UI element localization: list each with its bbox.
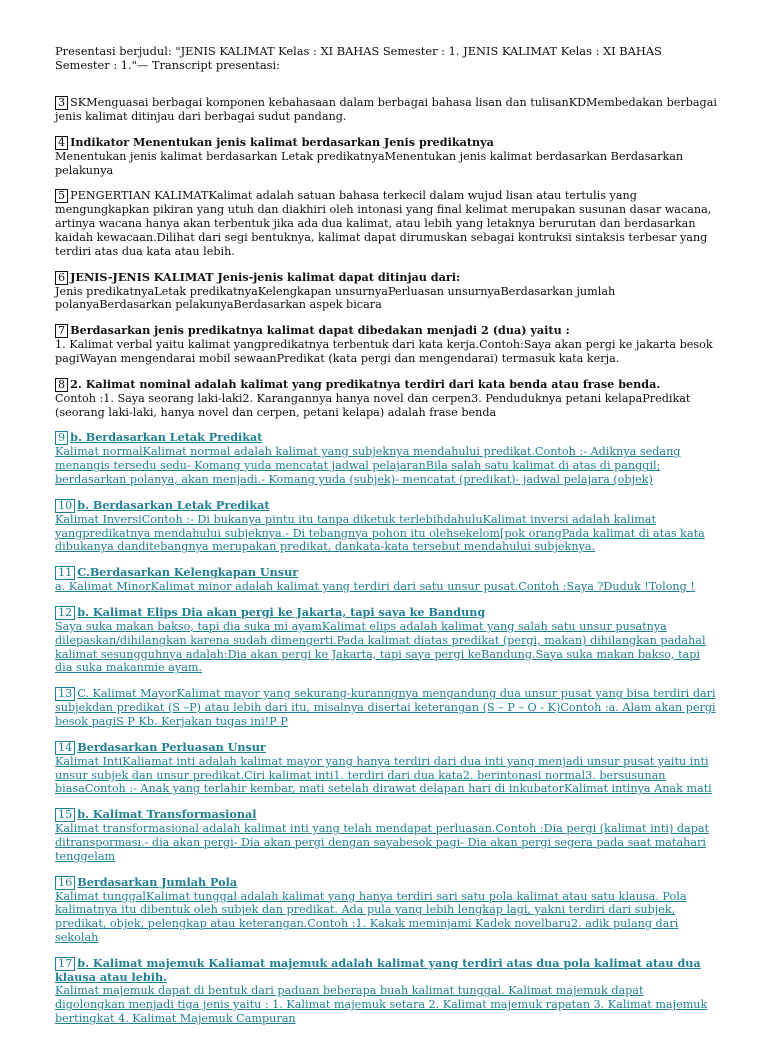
slide-link-12[interactable] bbox=[55, 606, 717, 675]
slide-number[interactable]: 12 bbox=[55, 606, 75, 620]
slide-link-13[interactable] bbox=[55, 687, 717, 729]
slide-body-link[interactable]: Kalimat majemuk dapat di bentuk dari paduan beberapa buah kalimat tunggal. Kalimat majemuk dapat digolongkan menjadi tiga jenis yaitu : 1. Kalimat majemuk setara 2. Kalimat majemuk rapatan 3. Kalimat majemuk bertingkat 4. Kalimat Majemuk Campuran bbox=[55, 984, 708, 1026]
slide-number[interactable]: 9 bbox=[55, 431, 68, 445]
slide-number[interactable]: 13 bbox=[55, 687, 75, 701]
slide-body: Menentukan jenis kalimat berdasarkan Letak predikatnyaMenentukan jenis kalimat berdasarkan Berdasarkan pelakunya bbox=[55, 149, 684, 177]
slide-5 bbox=[55, 189, 717, 258]
slide-link-10[interactable] bbox=[55, 499, 717, 554]
slide-body-link[interactable]: Saya suka makan bakso, tapi dia suka mi ayamKalimat elips adalah kalimat yang salah satu unsur pusatnya dilepaskan/dihilangkan karena sudah dimengerti.Pada kalimat diatas predikat (pergi, makan) dihilangkan padahal kalimat sesungguhnya adalah:Dia akan pergi ke Jakarta, tapi saya pergi keBandung.Saya suka makan bakso, tapi dia suka makanmie ayam. bbox=[55, 619, 706, 675]
slide-title: Berdasarkan jenis predikatnya kalimat dapat dibedakan menjadi 2 (dua) yaitu : bbox=[70, 323, 570, 338]
slide-body-link[interactable]: Kalimat normalKalimat normal adalah kalimat yang subjeknya mendahului predikat.Contoh :- Adiknya sedang menangis tersedu sedu- Komang yuda mencatat jadwal pelajaranBila salah satu kalimat di atas di panggil; berdasarkan polanya, akan menjadi.- Komang yuda (subjek)- mencatat (predikat)- jadwal pelajara (objek) bbox=[55, 445, 681, 486]
slide-4 bbox=[55, 136, 717, 178]
slide-number: 7 bbox=[55, 324, 68, 338]
slide-title-link[interactable]: b. Kalimat Transformasional bbox=[77, 807, 257, 822]
slide-link-9[interactable] bbox=[55, 431, 717, 486]
slide-title-link[interactable]: Berdasarkan Perluasan Unsur bbox=[77, 739, 266, 754]
slide-number: 3 bbox=[55, 96, 68, 110]
slide-body: SKMenguasai berbagai komponen kebahasaan dalam berbagai bahasa lisan dan tulisanKDMembedakan berbagai jenis kalimat ditinjau dari berbagai sudut pandang. bbox=[55, 96, 717, 123]
slide-number[interactable]: 10 bbox=[55, 499, 75, 513]
slide-number[interactable]: 16 bbox=[55, 876, 75, 890]
slide-body-link[interactable]: C. Kalimat MayorKalimat mayor yang sekurang-kuranngnya mengandung dua unsur pusat yang bisa terdiri dari subjekdan predikat (S –P) atau lebih dari itu, misalnya disertai keterangan (S – P – O - K)Contoh :a. Alam akan pergi besok pagiS P Kb. Kerjakan tugas ini!P P bbox=[55, 687, 716, 728]
slide-link-14[interactable] bbox=[55, 741, 717, 796]
slide-number: 6 bbox=[55, 271, 68, 285]
slide-8 bbox=[55, 378, 717, 420]
slide-body-link[interactable]: Kalimat tunggalKalimat tunggal adalah kalimat yang hanya terdiri sari satu pola kalimat atau satu klausa. Pola kalimatnya itu dibentuk oleh subjek dan predikat. Ada pula yang lebih lengkap lagi, yakni terdiri dari subjek, predikat, objek, pelengkap atau keterangan.Contoh :1. Kakak meminjami Kadek novelbaru2. adik pulang dari sekolah bbox=[55, 889, 687, 944]
slide-list bbox=[55, 96, 717, 1038]
slide-body: Contoh :1. Saya seorang laki-laki2. Karangannya hanya novel dan cerpen3. Penduduknya petani kelapaPredikat (seorang laki-laki, hanya novel dan cerpen, petani kelapa) adalah frase benda bbox=[55, 391, 691, 419]
slide-6 bbox=[55, 271, 717, 313]
slide-number[interactable]: 11 bbox=[55, 566, 75, 580]
slide-title-link[interactable]: b. Berdasarkan Letak Predikat bbox=[70, 430, 263, 445]
slide-number[interactable]: 17 bbox=[55, 957, 75, 971]
slide-number: 8 bbox=[55, 378, 68, 392]
slide-body: 1. Kalimat verbal yaitu kalimat yangpredikatnya terbentuk dari kata kerja.Contoh:Saya akan pergi ke jakarta besok pagiWayan mengendarai mobil sewaanPredikat (kata pergi dan mengendarai) termasuk kata kerja. bbox=[55, 338, 713, 365]
slide-body-link[interactable]: Kalimat InversiContoh :- Di bukanya pintu itu tanpa diketuk terlebihdahuluKalimat inversi adalah kalimat yangpredikatnya mendahului subjeknya.- Di tebangnya pohon itu olehsekelom[pok orangPada kalimat di atas kata dibukanya danditebangnya merupakan predikat, dankata-kata tersebut mendahului subjeknya. bbox=[55, 512, 705, 554]
slide-title-link[interactable]: b. Berdasarkan Letak Predikat bbox=[77, 497, 270, 512]
slide-body: PENGERTIAN KALIMATKalimat adalah satuan bahasa terkecil dalam wujud lisan atau tertulis yang mengungkapkan pikiran yang utuh dan diakhiri oleh intonasi yang final kelimat merupakan susunan dasar wacana, artinya wacana hanya akan terbentuk jika ada dua kalimat, atau lebih yang letaknya berurutan dan berdasarkan kaidah kewacaan.Dilihat dari segi bentuknya, kalimat dapat dirumuskan sebagai kontruksi sintaksis terbesar yang terdiri atas dua kata atau lebih. bbox=[55, 189, 712, 258]
slide-link-17[interactable] bbox=[55, 957, 717, 1026]
slide-number: 5 bbox=[55, 189, 68, 203]
slide-title: Indikator Menentukan jenis kalimat berdasarkan Jenis predikatnya bbox=[70, 134, 494, 149]
intro-text: Presentasi berjudul: "JENIS KALIMAT Kelas : XI BAHAS Semester : 1. JENIS KALIMAT Kelas : XI BAHAS Semester : 1."— Transcript presentasi: bbox=[55, 44, 662, 72]
slide-number: 4 bbox=[55, 136, 68, 150]
slide-3 bbox=[55, 96, 717, 124]
slide-link-15[interactable] bbox=[55, 808, 717, 863]
slide-link-16[interactable] bbox=[55, 876, 717, 945]
slide-title-link[interactable]: C.Berdasarkan Kelengkapan Unsur bbox=[77, 565, 299, 580]
slide-title-link[interactable]: Berdasarkan Jumlah Pola bbox=[77, 874, 238, 889]
slide-number[interactable]: 15 bbox=[55, 808, 75, 822]
slide-body-link[interactable]: Kalimat transformasional adalah kalimat inti yang telah mendapat perluasan.Contoh :Dia pergi (kalimat inti) dapat ditransporması.- dia akan pergi- Dia akan pergi dengan sayabesok pagi- Dia akan pergi segera pada saat matahari tenggelam bbox=[55, 822, 710, 863]
slide-7 bbox=[55, 324, 717, 366]
slide-title: JENIS-JENIS KALIMAT Jenis-jenis kalimat dapat ditinjau dari: bbox=[70, 269, 461, 284]
slide-title-link[interactable]: b. Kalimat majemuk Kaliamat majemuk adalah kalimat yang terdiri atas dua pola kalimat atau dua klausa atau lebih. bbox=[55, 955, 701, 984]
slide-number[interactable]: 14 bbox=[55, 741, 75, 755]
slide-body-link[interactable]: Kalimat IntiKaliamat inti adalah kalimat mayor yang hanya terdiri dari dua inti yang menjadi unsur pusat yaitu inti unsur subjek dan unsur predikat.Ciri kalimat inti1. terdiri dari dua kata2. berintonasi normal3. bersusunan biasaContoh :- Anak yang terlahir kembar, mati setelah dirawat delapan hari di inkubatorKalimat intinya Anak mati bbox=[55, 754, 712, 796]
slide-link-11[interactable] bbox=[55, 566, 717, 594]
slide-title-link[interactable]: b. Kalimat Elips Dia akan pergi ke Jakarta, tapi saya ke Bandung bbox=[77, 604, 486, 619]
slide-body-link[interactable]: a. Kalimat MinorKalimat minor adalah kalimat yang terdiri dari satu unsur pusat.Contoh :Saya ?Duduk !Tolong ! bbox=[55, 580, 695, 594]
slide-title: 2. Kalimat nominal adalah kalimat yang predikatnya terdiri dari kata benda atau frase benda. bbox=[70, 376, 661, 391]
slide-body: Jenis predikatnyaLetak predikatnyaKelengkapan unsurnyaPerluasan unsurnyaBerdasarkan jumlah polanyaBerdasarkan pelakunyaBerdasarkan aspek bicara bbox=[55, 284, 616, 312]
